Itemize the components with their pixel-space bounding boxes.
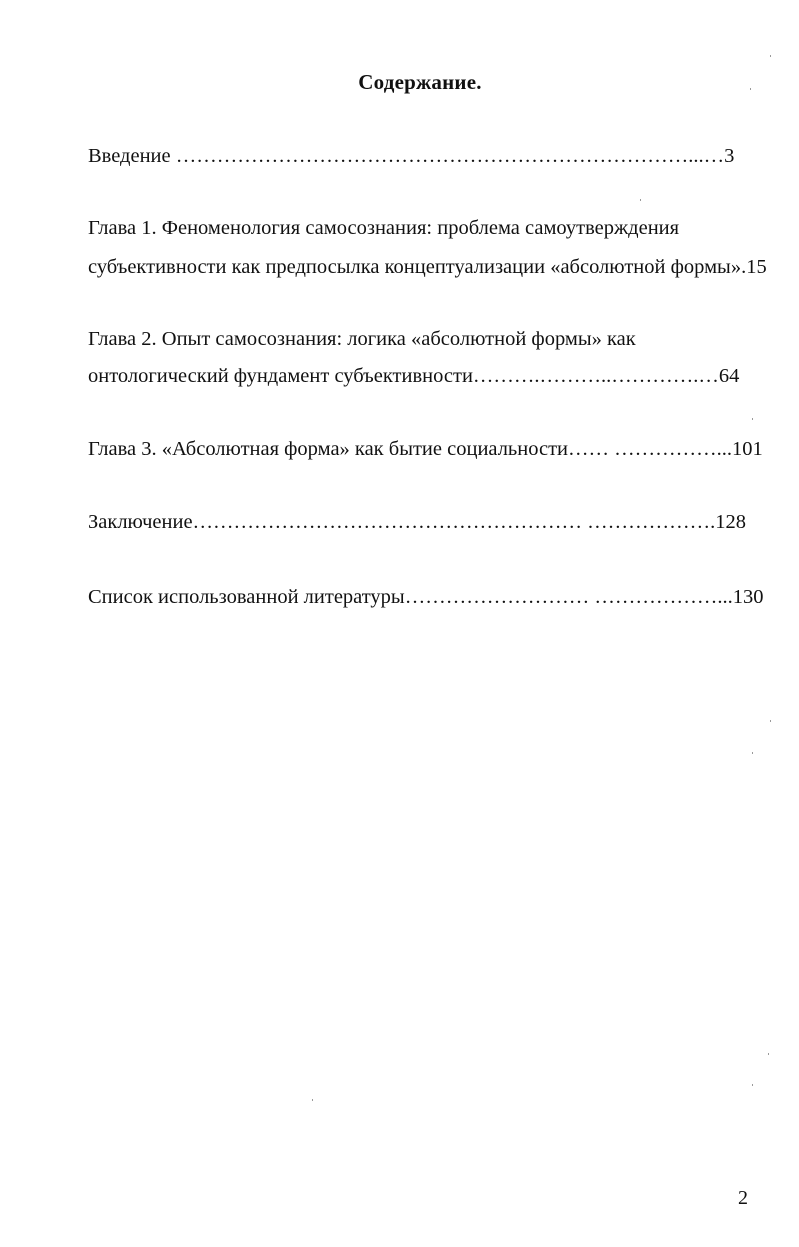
scan-speck <box>768 1053 769 1055</box>
page-number: 2 <box>738 1187 748 1209</box>
scan-speck <box>752 752 753 754</box>
scan-speck <box>640 199 641 201</box>
scan-speck <box>750 88 751 90</box>
toc-entry-chapter-1-line-1: Глава 1. Феноменология самосознания: проблема самоутверждения <box>88 217 680 239</box>
toc-entry-bibliography: Список использованной литературы……………………… ………………...130 <box>88 586 764 608</box>
scan-speck <box>752 1084 753 1086</box>
toc-entry-chapter-2-line-1: Глава 2. Опыт самосознания: логика «абсолютной формы» как <box>88 328 636 350</box>
scan-speck <box>752 418 753 420</box>
scan-speck <box>312 1099 313 1101</box>
toc-entry-chapter-1-line-2: субъективности как предпосылка концептуализации «абсолютной формы».15 <box>88 256 767 278</box>
toc-entry-chapter-3: Глава 3. «Абсолютная форма» как бытие социальности…… ……………...101 <box>88 438 763 460</box>
scan-speck <box>770 55 771 57</box>
toc-entry-introduction: Введение …………………………………………………………………...…3 <box>88 145 735 167</box>
scan-speck <box>770 720 771 722</box>
toc-entry-conclusion: Заключение………………………………………………… ……………….128 <box>88 511 747 533</box>
document-title: Содержание. <box>358 70 482 94</box>
toc-entry-chapter-2-line-2: онтологический фундамент субъективности……….………..………….…64 <box>88 365 740 387</box>
